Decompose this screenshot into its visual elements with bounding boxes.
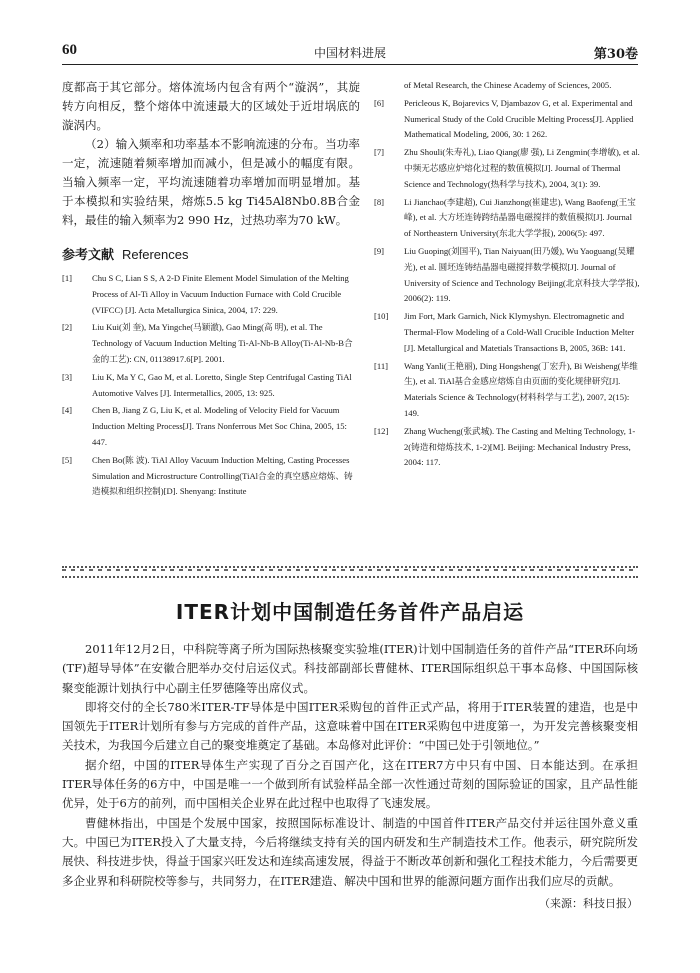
reference-item <box>374 145 640 192</box>
reference-text: Liu Guoping(刘国平), Tian Naiyuan(田乃媛), Wu Yaoguang(吴耀光), et al. 圆坯连铸结晶器电磁搅拌数学模拟[J]. Journal of University of Science and Technology Beijing(北京科技大学学报), 2006(2): 119. <box>404 245 640 304</box>
reference-text: Liu K, Ma Y C, Gao M, et al. Loretto, Single Step Centrifugal Casting TiAl Automotive Valves [J]. Intermetallics, 2005, 13: 925. <box>92 371 352 398</box>
reference-item <box>62 271 360 318</box>
reference-number: [7] <box>374 147 385 158</box>
reference-number: [6] <box>374 97 385 108</box>
news-body <box>62 640 638 891</box>
reference-text: Li Jianchao(李建超), Cui Jianzhong(崔建忠), Wang Baofeng(王宝峰), et al. 大方坯连铸跨结晶器电磁搅拌的数值模拟[J]. Journal of Northeastern University(东北大学学报), 2006(5): 497. <box>404 196 636 239</box>
reference-number: [4] <box>62 405 73 416</box>
body-paragraph-1: 度都高于其它部分。熔体流场内包含有两个“漩涡”，其旋转方向相反，整个熔体中流速最大的区域处于近坩埚底的漩涡内。 <box>62 80 360 132</box>
reference-text: Chen Bo(陈 波). TiAl Alloy Vacuum Induction Melting, Casting Processes Simulation and Microstructure Controlling(TiAl合金的真空感应熔炼、铸造模拟和组织控制)[D]. Shenyang: Institute <box>92 454 353 497</box>
left-column <box>62 78 360 502</box>
reference-item <box>374 424 640 471</box>
running-header <box>62 40 638 65</box>
reference-text: Zhu Shouli(朱寿礼), Liao Qiang(廖 强), Li Zengmin(李增敏), et al. 中频无芯感应炉熔化过程的数值模拟[J]. Journal of Thermal Science and Technology(热科学与技术), 2004, 3(1): 39. <box>404 147 640 189</box>
reference-item <box>374 96 640 143</box>
reference-number: [11] <box>374 360 388 371</box>
reference-text: of Metal Research, the Chinese Academy of Sciences, 2005. <box>404 80 612 90</box>
news-title: ITER计划中国制造任务首件产品启运 <box>175 600 525 624</box>
reference-list-right <box>374 78 640 471</box>
reference-text: Zhang Wucheng(张武城). The Casting and Melting Technology, 1-2(铸造和熔炼技术, 1-2)[M]. Beijing: Mechanical Industry Press, 2004: 117. <box>404 425 636 468</box>
reference-number: [8] <box>374 196 385 207</box>
news-source: （来源：科技日报） <box>539 897 638 910</box>
reference-text: Chu S C, Lian S S, A 2-D Finite Element Model Simulation of the Melting Process of Al-Ti Alloy in Vacuum Induction Furnace with Cold Crucible (VIFCC) [J]. Acta Metallurgica Sinica, 2004, 17: 229. <box>92 273 349 315</box>
reference-item <box>62 453 360 500</box>
reference-item <box>62 403 360 450</box>
reference-item <box>62 320 360 367</box>
reference-list-left <box>62 271 360 500</box>
references-heading-en: References <box>122 247 189 262</box>
references-heading-cn: 参考文献 <box>62 248 115 263</box>
journal-name: 中国材料进展 <box>313 46 386 60</box>
reference-number: [1] <box>62 273 73 283</box>
reference-number: [5] <box>62 454 73 465</box>
reference-text: Pericleous K, Bojarevics V, Djambazov G, et al. Experimental and Numerical Study of the Cold Crucible Melting Process[J]. Applied Mathematical Modeling, 2006, 30: 1 262. <box>404 97 634 140</box>
reference-text: Liu Kui(刘 奎), Ma Yingche(马颖澈), Gao Ming(高 明), et al. The Technology of Vacuum Induction Melting Ti-Al-Nb-B Alloy(Ti-Al-Nb-B合金的工艺): CN, 01138917.6[P]. 2001. <box>92 322 353 364</box>
reference-number: [2] <box>62 322 73 333</box>
reference-item <box>374 309 640 356</box>
reference-number: [9] <box>374 245 385 256</box>
reference-item-continued <box>374 78 640 94</box>
reference-text: Jim Fort, Mark Garnich, Nick Klymyshyn. Electromagnetic and Thermal-Flow Modeling of a Cold-Wall Crucible Induction Melter [J]. Metallurgical and Matetials Transactions B, 2005, 36B: 141. <box>404 311 635 353</box>
news-paragraph: 2011年12月2日，中科院等离子所为国际热核聚变实验堆(ITER)计划中国制造任务的首件产品“ITER环向场(TF)超导导体”在安徽合肥举办交付启运仪式。科技部副部长曹健林、ITER国际组织总干事本岛修、中国国际核聚变能源计划执行中心副主任罗德隆等出席仪式。 <box>62 642 638 695</box>
reference-number: [12] <box>374 425 389 436</box>
reference-item <box>374 244 640 307</box>
reference-number: [10] <box>374 311 389 322</box>
section-divider <box>62 566 638 578</box>
volume-label: 第30卷 <box>593 47 638 62</box>
reference-text: Wang Yanli(王艳丽), Ding Hongsheng(丁宏升), Bi Weisheng(毕维生), et al. TiAl基合金感应熔炼自由页面的变化规律研究[J]. Materials Science & Technology(材料科学与工艺), 2007, 2(15): 149. <box>404 360 638 418</box>
news-paragraph: 即将交付的全长780米ITER-TF导体是中国ITER采购包的首件正式产品，将用于ITER装置的建造，也是中国领先于ITER计划所有参与方完成的首件产品，这意味着中国在ITER采购包中进度第一，为开发完善核聚变相关技术，为我国今后建立自己的聚变堆奠定了基础。本岛修对此评价：“中国已处于引领地位。” <box>62 699 638 753</box>
news-paragraph: 曹健林指出，中国是个发展中国家，按照国际标准设计、制造的中国首件ITER产品交付并运往国外意义重大。中国已为ITER投入了大量支持，今后将继续支持有关的国内研发和生产制造技术工作。他表示，研究院所发展快、科技进步快，得益于国家兴旺发达和连续高速发展，得益于不断改革创新和强化工程技术能力，今后需要更多企业界和科研院校等参与，共同努力，在ITER建造、解决中国和世界的能源问题方面作出我们应尽的贡献。 <box>62 815 638 888</box>
news-paragraph: 据介绍，中国的ITER导体生产实现了百分之百国产化，这在ITER7方中只有中国、日本能达到。在承担ITER导体任务的6方中，中国是唯一一个做到所有试验样品全部一次性通过苛刻的国际验证的国家，且产品性能优异，处于6方的前列，而中国相关企业界在此过程中也取得了飞速发展。 <box>62 757 638 811</box>
reference-item <box>62 370 360 402</box>
reference-number: [3] <box>62 371 73 382</box>
body-paragraph-2: （2）输入频率和功率基本不影响流速的分布。当功率一定，流速随着频率增加而减小，但是减小的幅度有限。当输入频率一定，平均流速随着功率增加而明显增加。基于本模拟和实验结果，熔炼5.5 kg Ti45Al8Nb0.8B合金料，最佳的输入频率为2 990 Hz，过热功率为70 kW。 <box>62 137 360 227</box>
page-number: 60 <box>62 42 77 58</box>
reference-item <box>374 359 640 422</box>
reference-item <box>374 195 640 242</box>
references-heading <box>62 244 360 263</box>
reference-text: Chen B, Jiang Z G, Liu K, et al. Modeling of Velocity Field for Vacuum Induction Melting Process[J]. Trans Nonferrous Met Soc China, 2005, 15: 447. <box>92 405 347 447</box>
right-column <box>374 78 640 473</box>
